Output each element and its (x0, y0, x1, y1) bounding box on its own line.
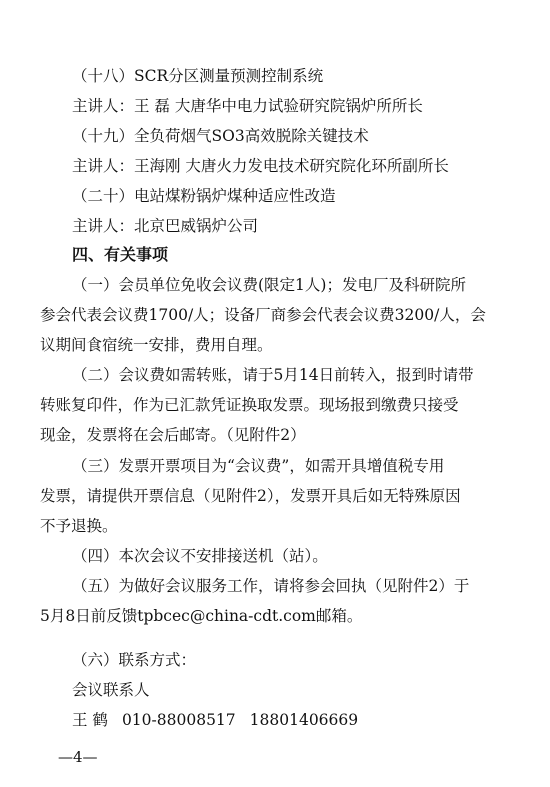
paragraph-3-line-2: 发票，请提供开票信息（见附件2），发票开具后如无特殊原因 (40, 487, 461, 505)
page-number: —4— (58, 748, 98, 766)
paragraph-1-line-2: 参会代表会议费1700/人；设备厂商参会代表会议费3200/人，会 (40, 306, 486, 324)
paragraph-3-line-1: （三）发票开票项目为“会议费”，如需开具增值税专用 (72, 457, 445, 475)
paragraph-1-line-3: 议期间食宿统一安排，费用自理。 (40, 336, 273, 354)
paragraph-3-line-3: 不予退换。 (40, 517, 118, 535)
paragraph-4-line-1: （四）本次会议不安排接送机（站）。 (72, 547, 328, 565)
contact-label: 会议联系人 (72, 681, 150, 699)
paragraph-2-line-1: （二）会议费如需转账，请于5月14日前转入，报到时请带 (72, 366, 474, 384)
paragraph-5-line-2: 5月8日前反馈tpbcec@china-cdt.com邮箱。 (40, 607, 363, 625)
item-18-speaker: 主讲人：王 磊 大唐华中电力试验研究院锅炉所所长 (72, 97, 423, 115)
paragraph-2-line-2: 转账复印件，作为已汇款凭证换取发票。现场报到缴费只接受 (40, 396, 459, 414)
item-19-title: （十九）全负荷烟气SO3高效脱除关键技术 (72, 127, 369, 145)
contact-name: 王 鹤 (72, 711, 108, 729)
contact-heading: （六）联系方式： (72, 651, 197, 669)
paragraph-1-line-1: （一）会员单位免收会议费(限定1人)；发电厂及科研院所 (72, 276, 466, 294)
paragraph-2-line-3: 现金，发票将在会后邮寄。（见附件2） (40, 426, 306, 444)
item-20-title: （二十）电站煤粉锅炉煤种适应性改造 (72, 187, 336, 205)
item-20-speaker: 主讲人：北京巴威锅炉公司 (72, 217, 259, 235)
item-19-speaker: 主讲人：王海刚 大唐火力发电技术研究院化环所副所长 (72, 157, 449, 175)
contact-phone-2: 18801406669 (249, 711, 359, 729)
contact-phone-1: 010-88008517 (121, 711, 236, 729)
contact-row (72, 710, 358, 730)
section-4-title: 四、有关事项 (72, 245, 169, 264)
item-18-title: （十八）SCR分区测量预测控制系统 (72, 67, 324, 85)
paragraph-5-line-1: （五）为做好会议服务工作，请将参会回执（见附件2）于 (72, 577, 470, 595)
